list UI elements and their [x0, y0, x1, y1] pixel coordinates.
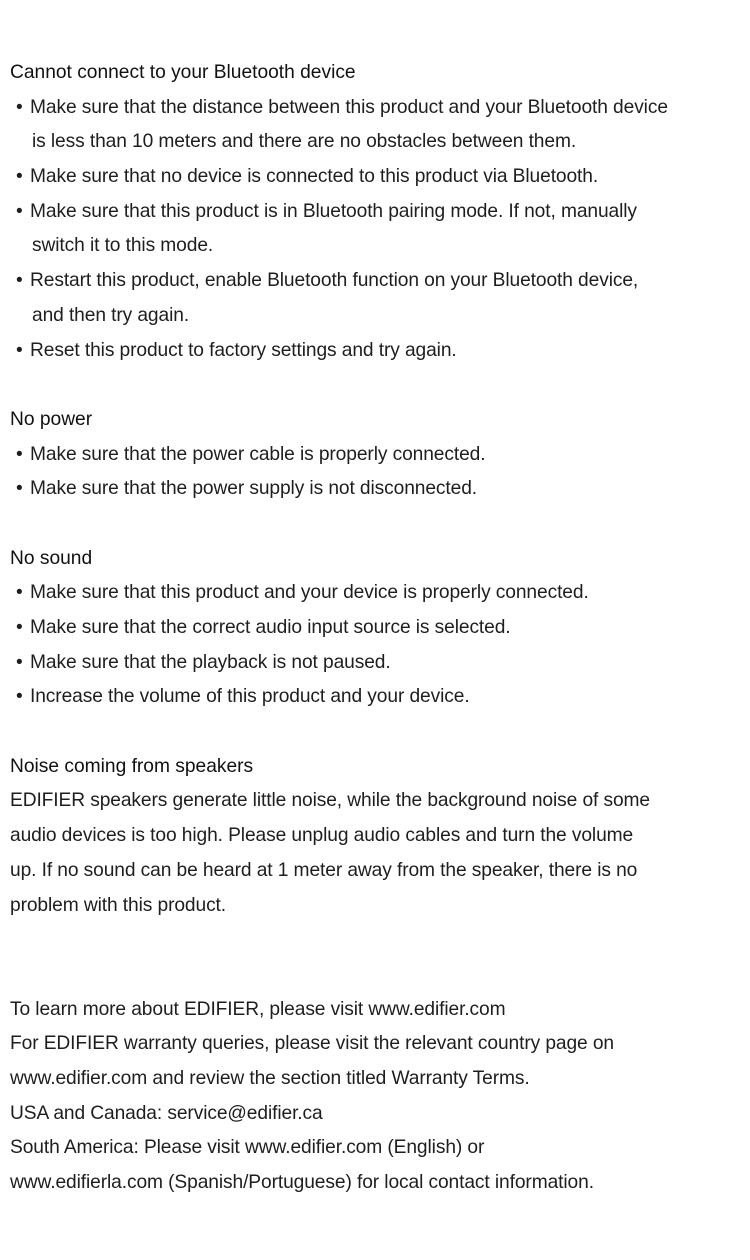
bullet-item: [10, 646, 746, 681]
bullet-item: [10, 576, 746, 611]
bullet-continuation: switch it to this mode.: [32, 235, 214, 257]
bullet-item: [10, 680, 746, 715]
troubleshooting-page: [10, 56, 746, 1201]
contact-line: South America: Please visit www.edifier.com (English) or: [10, 1137, 485, 1159]
bullet-icon: •: [16, 582, 23, 604]
bullet-continuation: and then try again.: [32, 304, 190, 326]
bullet-text: Make sure that this product is in Bluetooth pairing mode. If not, manually: [30, 200, 637, 222]
bullet-text: Reset this product to factory settings and try again.: [30, 339, 457, 361]
spacer: [10, 923, 746, 992]
bullet-icon: •: [16, 270, 23, 292]
bullet-text: Make sure that the power cable is properly connected.: [30, 443, 486, 465]
bullet-text: Make sure that the correct audio input source is selected.: [30, 617, 511, 638]
bullet-item: [10, 611, 746, 646]
contact-line: To learn more about EDIFIER, please visit www.edifier.com: [10, 998, 506, 1020]
bullet-text: Restart this product, enable Bluetooth function on your Bluetooth device,: [30, 270, 639, 292]
bullet-icon: •: [16, 339, 23, 361]
section-heading-power: No power: [10, 408, 93, 430]
bullet-item: [10, 472, 746, 507]
contact-line: USA and Canada: service@edifier.ca: [10, 1102, 323, 1124]
bullet-text: Increase the volume of this product and your device.: [30, 686, 470, 708]
section-bluetooth: [10, 56, 746, 368]
section-sound: [10, 542, 746, 715]
contact-line: www.edifierla.com (Spanish/Portuguese) for local contact information.: [10, 1172, 594, 1194]
bullet-text: Make sure that no device is connected to this product via Bluetooth.: [30, 166, 599, 188]
bullet-icon: •: [16, 166, 23, 188]
spacer: [10, 368, 746, 403]
bullet-item: [10, 160, 746, 195]
bullet-item: [10, 91, 746, 126]
bullet-item: [10, 264, 746, 299]
contact-line: www.edifier.com and review the section titled Warranty Terms.: [10, 1067, 530, 1089]
contact-line: For EDIFIER warranty queries, please visit the relevant country page on: [10, 1033, 614, 1055]
spacer: [10, 715, 746, 750]
bullet-item: [10, 438, 746, 473]
paragraph-line: up. If no sound can be heard at 1 meter away from the speaker, there is no: [10, 859, 638, 881]
section-heading-sound: No sound: [10, 547, 93, 569]
section-heading-bluetooth: Cannot connect to your Bluetooth device: [10, 62, 356, 83]
bullet-icon: •: [16, 200, 23, 222]
bullet-item: [10, 334, 746, 369]
spacer: [10, 507, 746, 542]
bullet-text: Make sure that this product and your device is properly connected.: [30, 582, 589, 604]
bullet-continuation: is less than 10 meters and there are no obstacles between them.: [32, 131, 577, 153]
bullet-text: Make sure that the distance between this product and your Bluetooth device: [30, 96, 668, 118]
section-noise: [10, 750, 746, 923]
bullet-text: Make sure that the playback is not paused.: [30, 651, 391, 673]
bullet-icon: •: [16, 651, 23, 673]
section-heading-noise: Noise coming from speakers: [10, 755, 254, 777]
paragraph-line: problem with this product.: [10, 894, 227, 916]
bullet-icon: •: [16, 686, 23, 708]
bullet-icon: •: [16, 443, 23, 465]
paragraph-line: audio devices is too high. Please unplug audio cables and turn the volume: [10, 825, 634, 847]
bullet-icon: •: [16, 478, 23, 500]
paragraph-line: EDIFIER speakers generate little noise, while the background noise of some: [10, 790, 650, 812]
bullet-item: [10, 195, 746, 230]
bullet-icon: •: [16, 617, 23, 638]
contact-info: [10, 993, 746, 1201]
bullet-text: Make sure that the power supply is not disconnected.: [30, 478, 478, 500]
bullet-icon: •: [16, 96, 23, 118]
section-power: [10, 403, 746, 507]
